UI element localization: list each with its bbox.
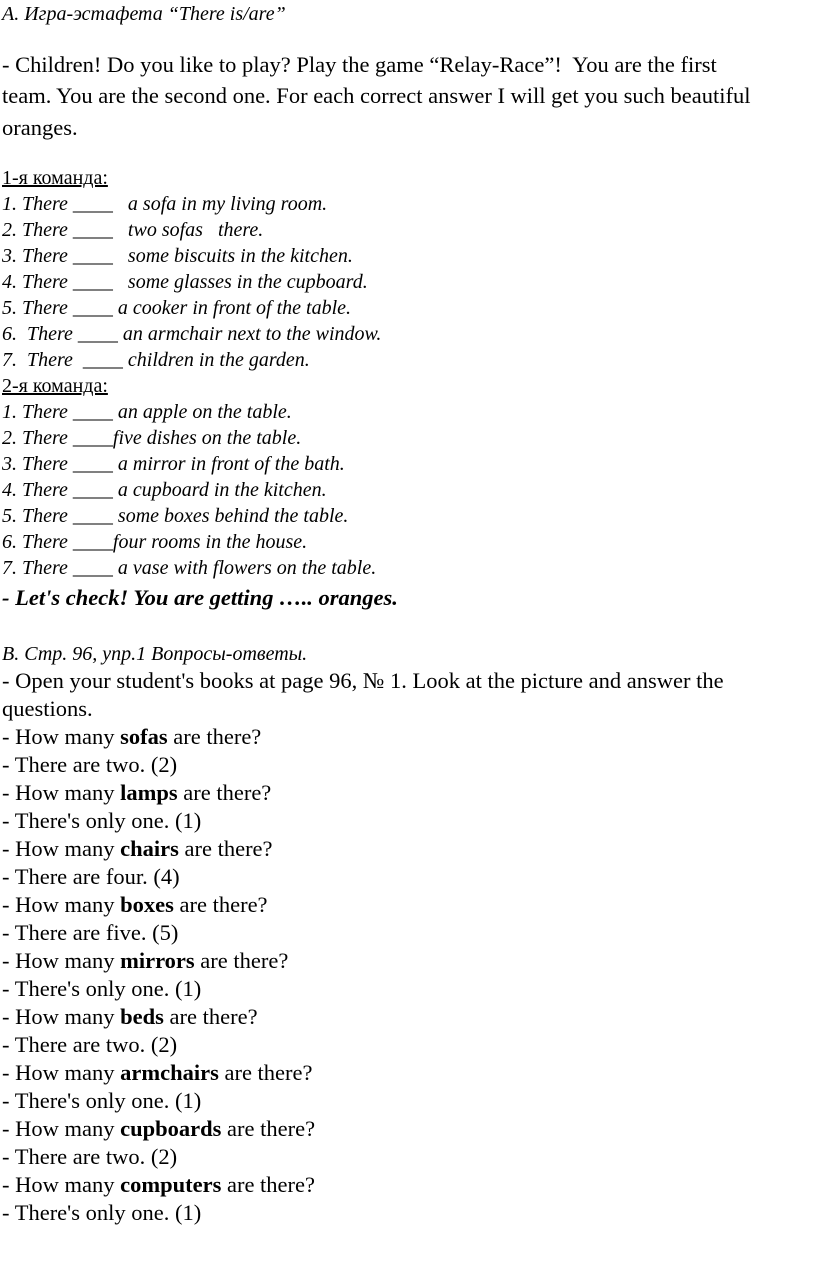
- qa-answer: - There's only one. (1): [2, 976, 202, 1001]
- instruction-line-1: - Open your student's books at page 96, № 1. Look at the picture and answer the: [2, 668, 724, 693]
- section-b-heading: В. Стр. 96, упр.1 Вопросы-ответы.: [2, 643, 308, 665]
- team1-item: 7. There ____ children in the garden.: [2, 349, 310, 371]
- qa-answer: - There's only one. (1): [2, 1200, 202, 1225]
- qa-answer: - There are two. (2): [2, 1032, 178, 1057]
- question-word: mirrors: [120, 948, 195, 973]
- qa-question: [2, 1118, 315, 1141]
- question-word: chairs: [120, 836, 179, 861]
- question-prefix: - How many: [2, 1172, 121, 1197]
- team2-label: 2-я команда:: [2, 375, 108, 397]
- question-prefix: - How many: [2, 1116, 121, 1141]
- team2-item: 5. There ____ some boxes behind the table.: [2, 505, 349, 527]
- question-suffix: are there?: [177, 780, 272, 805]
- question-word: computers: [120, 1172, 222, 1197]
- question-prefix: - How many: [2, 780, 121, 805]
- question-suffix: are there?: [173, 892, 268, 917]
- qa-answer: - There are five. (5): [2, 920, 179, 945]
- question-suffix: are there?: [194, 948, 289, 973]
- team2-item: 3. There ____ a mirror in front of the bath.: [2, 453, 345, 475]
- qa-question: [2, 1006, 258, 1029]
- section-a-heading: А. Игра-эстафета “There is/are”: [2, 3, 286, 25]
- question-prefix: - How many: [2, 1004, 121, 1029]
- team1-item: 3. There ____ some biscuits in the kitchen.: [2, 245, 353, 267]
- intro-line-2: team. You are the second one. For each correct answer I will get you such beautiful: [2, 83, 751, 108]
- qa-question: [2, 894, 268, 917]
- question-suffix: are there?: [167, 724, 262, 749]
- question-word: armchairs: [120, 1060, 219, 1085]
- question-suffix: are there?: [163, 1004, 258, 1029]
- question-suffix: are there?: [218, 1060, 313, 1085]
- question-suffix: are there?: [178, 836, 273, 861]
- team1-item: 2. There ____ two sofas there.: [2, 219, 264, 241]
- team2-item: 1. There ____ an apple on the table.: [2, 401, 292, 423]
- qa-answer: - There's only one. (1): [2, 808, 202, 833]
- check-line: - Let's check! You are getting ….. oranges.: [2, 585, 398, 610]
- question-word: sofas: [120, 724, 168, 749]
- qa-question: [2, 726, 261, 749]
- team1-item: 1. There ____ a sofa in my living room.: [2, 193, 328, 215]
- qa-question: [2, 950, 288, 973]
- question-prefix: - How many: [2, 1060, 121, 1085]
- instruction-line-2: questions.: [2, 696, 93, 721]
- team2-item: 4. There ____ a cupboard in the kitchen.: [2, 479, 327, 501]
- intro-line-1: - Children! Do you like to play? Play the game “Relay-Race”! You are the first: [2, 52, 717, 77]
- qa-answer: - There are two. (2): [2, 1144, 178, 1169]
- question-suffix: are there?: [221, 1116, 316, 1141]
- question-word: boxes: [120, 892, 174, 917]
- team2-item: 7. There ____ a vase with flowers on the table.: [2, 557, 377, 579]
- qa-answer: - There are two. (2): [2, 752, 178, 777]
- team1-label: 1-я команда:: [2, 167, 108, 189]
- question-prefix: - How many: [2, 948, 121, 973]
- team1-item: 4. There ____ some glasses in the cupboard.: [2, 271, 368, 293]
- qa-question: [2, 1062, 313, 1085]
- qa-answer: - There are four. (4): [2, 864, 180, 889]
- team1-item: 6. There ____ an armchair next to the window.: [2, 323, 382, 345]
- question-prefix: - How many: [2, 836, 121, 861]
- question-prefix: - How many: [2, 724, 121, 749]
- qa-question: [2, 1174, 315, 1197]
- team2-item: 2. There ____five dishes on the table.: [2, 427, 302, 449]
- team2-item: 6. There ____four rooms in the house.: [2, 531, 308, 553]
- intro-line-3: oranges.: [2, 115, 78, 140]
- question-prefix: - How many: [2, 892, 121, 917]
- question-word: lamps: [120, 780, 178, 805]
- qa-question: [2, 782, 271, 805]
- qa-question: [2, 838, 273, 861]
- question-word: cupboards: [120, 1116, 222, 1141]
- question-word: beds: [120, 1004, 164, 1029]
- qa-answer: - There's only one. (1): [2, 1088, 202, 1113]
- team1-item: 5. There ____ a cooker in front of the table.: [2, 297, 352, 319]
- question-suffix: are there?: [221, 1172, 316, 1197]
